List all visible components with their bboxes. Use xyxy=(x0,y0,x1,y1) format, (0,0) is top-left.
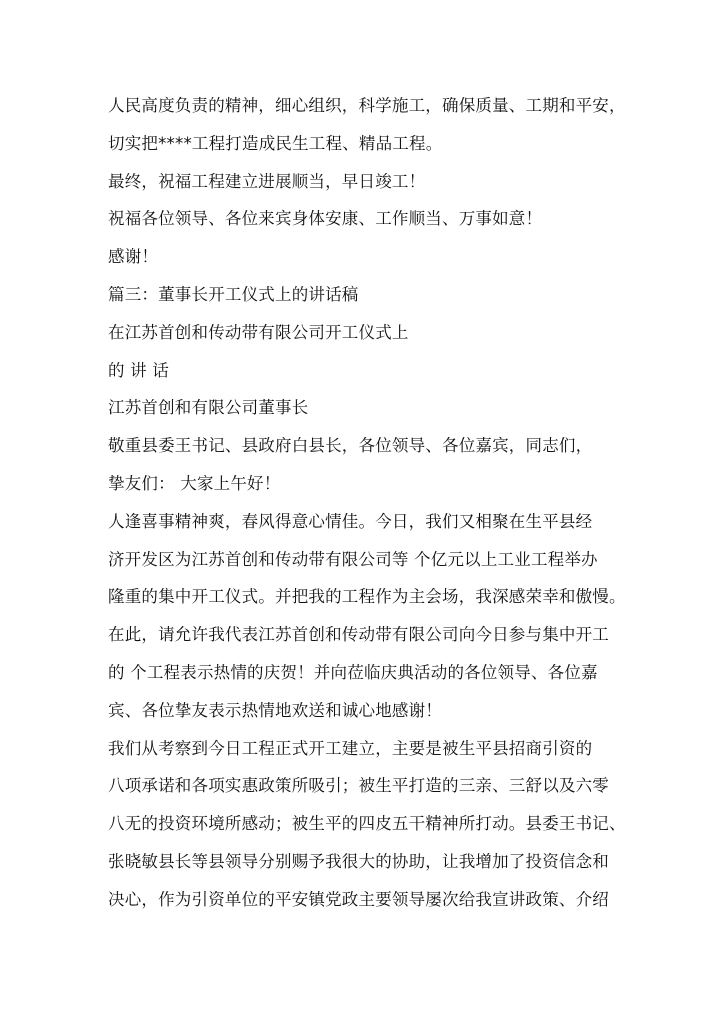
text-line-12: 人逢喜事精神爽，春风得意心情佳。今日，我们又相聚在生平县经 xyxy=(108,512,593,531)
text-line-11: 挚友们： 大家上午好！ xyxy=(108,474,281,493)
text-line-3: 最终，祝福工程建立进展顺当，早日竣工！ xyxy=(108,172,426,191)
speech-title: 在江苏首创和传动带有限公司开工仪式上 xyxy=(108,323,409,342)
text-line-5: 感谢！ xyxy=(108,247,159,266)
text-line-21: 张晓敏县长等县领导分别赐予我很大的协助，让我增加了投资信念和 xyxy=(108,852,609,871)
text-line-16: 的 个工程表示热情的庆贺！并向莅临庆典活动的各位领导、各位嘉 xyxy=(108,663,598,682)
text-line-22: 决心，作为引资单位的平安镇党政主要领导屡次给我宣讲政策、介绍 xyxy=(108,890,609,909)
speaker-line: 江苏首创和有限公司董事长 xyxy=(108,398,309,417)
text-line-15: 在此，请允许我代表江苏首创和传动带有限公司向今日参与集中开工 xyxy=(108,625,609,644)
speech-subtitle: 的 讲 话 xyxy=(108,361,169,380)
text-line-13: 济开发区为江苏首创和传动带有限公司等 个亿元以上工业工程举办 xyxy=(108,550,598,569)
text-line-1: 人民高度负责的精神，细心组织，科学施工，确保质量、工期和平安， xyxy=(108,96,626,115)
text-line-20: 八无的投资环境所感动；被生平的四皮五干精神所打动。县委王书记、 xyxy=(108,814,626,833)
text-line-17: 宾、各位挚友表示热情地欢送和诚心地感谢！ xyxy=(108,701,442,720)
text-line-14: 隆重的集中开工仪式。并把我的工程作为主会场，我深感荣幸和傲慢。 xyxy=(108,587,626,606)
text-line-2: 切实把****工程打造成民生工程、精品工程。 xyxy=(108,134,443,153)
text-line-18: 我们从考察到今日工程正式开工建立，主要是被生平县招商引资的 xyxy=(108,739,593,758)
text-line-19: 八项承诺和各项实惠政策所吸引；被生平打造的三亲、三舒以及六零 xyxy=(108,776,609,795)
text-line-4: 祝福各位领导、各位来宾身体安康、工作顺当、万事如意！ xyxy=(108,209,543,228)
text-line-10: 敬重县委王书记、县政府白县长，各位领导、各位嘉宾，同志们， xyxy=(108,436,593,455)
section-heading: 篇三：董事长开工仪式上的讲话稿 xyxy=(108,285,359,304)
